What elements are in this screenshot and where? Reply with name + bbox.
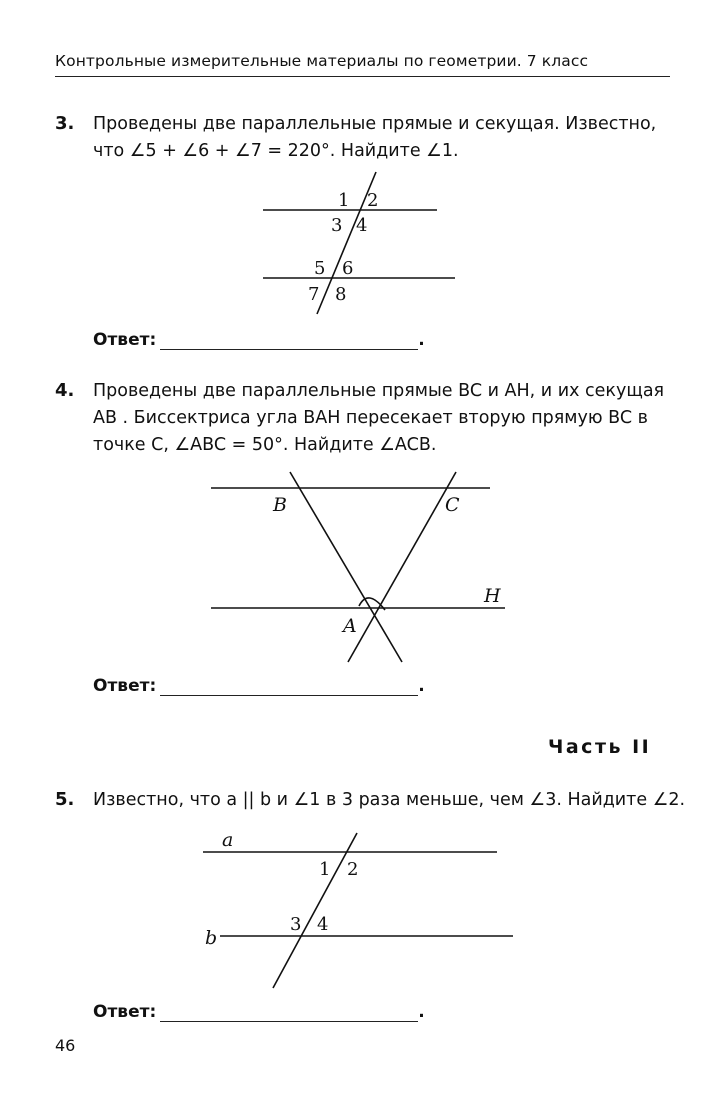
part-title: Часть II bbox=[548, 736, 652, 758]
fig5-transversal bbox=[273, 833, 357, 988]
task-4-answer-field[interactable] bbox=[160, 679, 418, 696]
task-4-answer-end: . bbox=[418, 676, 425, 696]
fig3-angle-6: 6 bbox=[342, 258, 354, 279]
page-header: Контрольные измерительные материалы по геометрии. 7 класс bbox=[55, 52, 589, 70]
fig4-label-b: B bbox=[273, 494, 287, 516]
task-4-line-3: точке C, ∠ABC = 50°. Найдите ∠ACB. bbox=[93, 435, 437, 455]
task-5-answer-end: . bbox=[418, 1002, 425, 1022]
task-5-answer-field[interactable] bbox=[160, 1005, 418, 1022]
fig5-label-a: a bbox=[222, 829, 234, 851]
fig5-angle-3: 3 bbox=[290, 914, 302, 935]
fig3-angle-8: 8 bbox=[335, 284, 347, 305]
fig5-angle-4: 4 bbox=[317, 914, 329, 935]
task-4-answer-label: Ответ: bbox=[93, 676, 157, 696]
task-3-answer-label: Ответ: bbox=[93, 330, 157, 350]
page-number: 46 bbox=[55, 1036, 76, 1055]
fig3-angle-5: 5 bbox=[314, 258, 326, 279]
fig4-label-c: C bbox=[445, 494, 460, 516]
fig4-line-ac bbox=[348, 472, 456, 662]
task-3-line-1: Проведены две параллельные прямые и секущая. Известно, bbox=[93, 114, 657, 134]
task-3-line-2: что ∠5 + ∠6 + ∠7 = 220°. Найдите ∠1. bbox=[93, 141, 459, 161]
fig5-angle-1: 1 bbox=[319, 859, 331, 880]
figure-task-5 bbox=[203, 829, 513, 988]
task-3-answer-end: . bbox=[418, 330, 425, 350]
fig3-angle-4: 4 bbox=[356, 215, 368, 236]
task-4-line-2: AB . Биссектриса угла BAH пересекает вторую прямую BC в bbox=[93, 408, 648, 428]
fig3-angle-3: 3 bbox=[331, 215, 343, 236]
task-5-answer-label: Ответ: bbox=[93, 1002, 157, 1022]
task-3-answer-field[interactable] bbox=[160, 333, 418, 350]
fig3-angle-1: 1 bbox=[338, 190, 350, 211]
task-4-text bbox=[93, 378, 665, 459]
task-3-number: 3. bbox=[55, 113, 75, 134]
figure-task-3 bbox=[263, 172, 455, 314]
fig5-angle-2: 2 bbox=[347, 859, 359, 880]
task-3-answer bbox=[93, 330, 425, 350]
fig3-angle-7: 7 bbox=[308, 284, 320, 305]
fig4-label-a: A bbox=[343, 615, 357, 637]
task-5-answer bbox=[93, 1002, 425, 1022]
task-5-line-1: Известно, что a || b и ∠1 в 3 раза меньше, чем ∠3. Найдите ∠2. bbox=[93, 790, 686, 810]
task-4-number: 4. bbox=[55, 380, 75, 401]
fig3-angle-2: 2 bbox=[367, 190, 379, 211]
task-4-answer bbox=[93, 676, 425, 696]
figure-task-4 bbox=[211, 472, 505, 662]
task-4-line-1: Проведены две параллельные прямые BC и AH, и их секущая bbox=[93, 381, 665, 401]
task-5-number: 5. bbox=[55, 789, 75, 810]
fig5-label-b: b bbox=[205, 927, 218, 949]
task-5-text bbox=[93, 787, 686, 814]
fig4-label-h: H bbox=[484, 585, 501, 607]
